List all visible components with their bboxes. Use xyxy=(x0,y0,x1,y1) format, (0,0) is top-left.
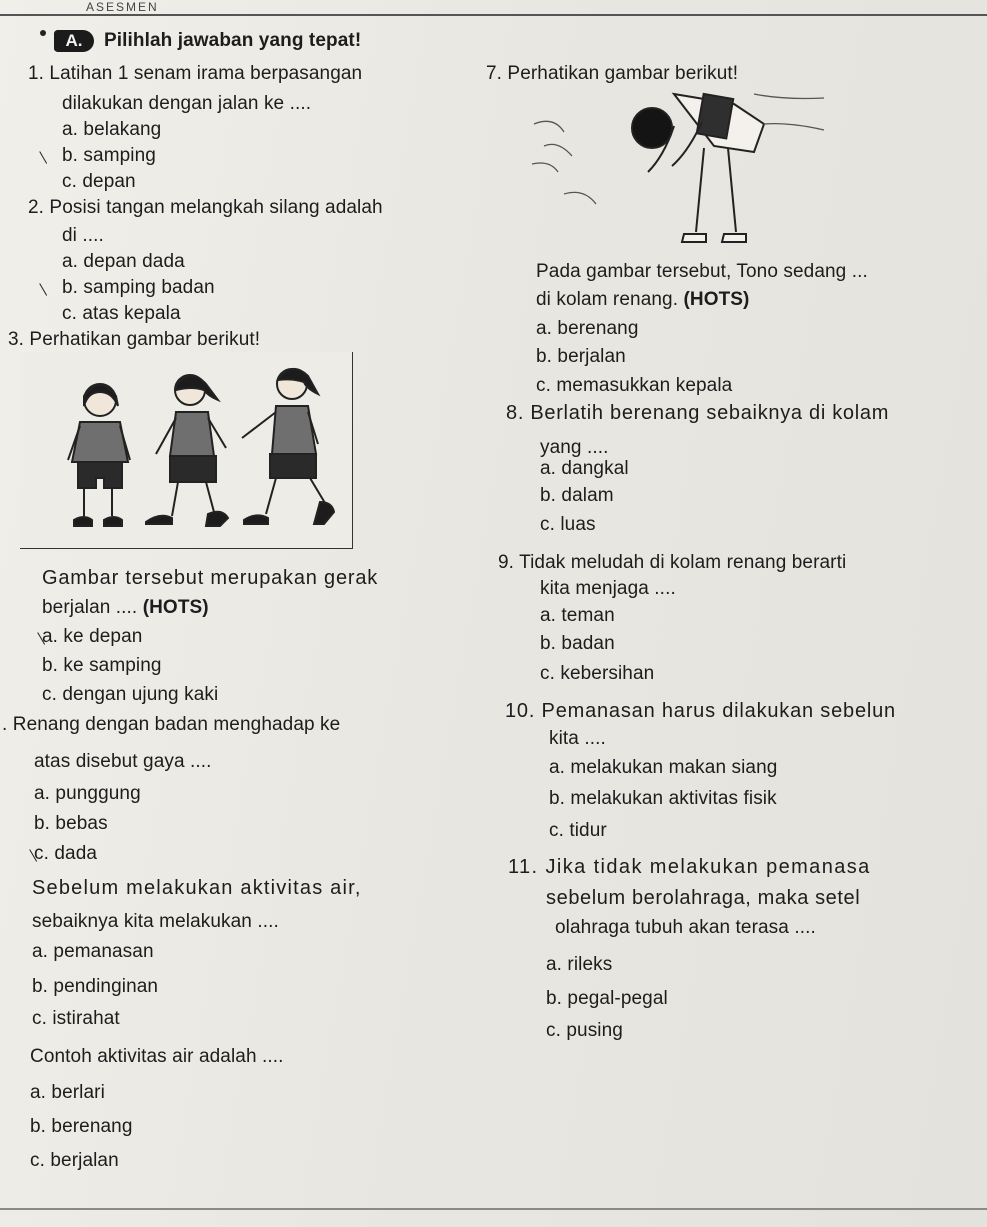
section-badge: A. xyxy=(54,30,94,52)
q11-option-b[interactable]: b. pegal-pegal xyxy=(546,988,668,1009)
q9-option-a[interactable]: a. teman xyxy=(540,605,615,626)
q5-option-c[interactable]: c. istirahat xyxy=(32,1008,120,1029)
q4-option-a[interactable]: a. punggung xyxy=(34,783,141,804)
q3-option-c[interactable]: c. dengan ujung kaki xyxy=(42,684,219,705)
q8-option-a[interactable]: a. dangkal xyxy=(540,458,629,479)
q6-option-a[interactable]: a. berlari xyxy=(30,1082,105,1103)
q6-option-c[interactable]: c. berjalan xyxy=(30,1150,119,1171)
pencil-mark-icon xyxy=(38,631,50,643)
q9-option-b[interactable]: b. badan xyxy=(540,633,615,654)
q11-text: 11. Jika tidak melakukan pemanasa xyxy=(508,856,871,878)
q5-option-a[interactable]: a. pemanasan xyxy=(32,941,154,962)
q1-text: 1. Latihan 1 senam irama berpasangan xyxy=(28,63,363,84)
q4-option-c[interactable]: c. dada xyxy=(34,843,98,864)
q7-text-cont: Pada gambar tersebut, Tono sedang ... xyxy=(536,261,868,282)
walking-children-illustration xyxy=(20,352,352,548)
q10-option-b[interactable]: b. melakukan aktivitas fisik xyxy=(549,788,777,809)
q11-text-cont2: olahraga tubuh akan terasa .... xyxy=(555,917,816,938)
q9-text: 9. Tidak meludah di kolam renang berarti xyxy=(498,552,847,573)
q11-option-c[interactable]: c. pusing xyxy=(546,1020,623,1041)
q8-text: 8. Berlatih berenang sebaiknya di kolam xyxy=(506,402,890,424)
swimming-pool-figure xyxy=(524,84,834,252)
q6-option-b[interactable]: b. berenang xyxy=(30,1116,133,1137)
q5-text-cont: sebaiknya kita melakukan .... xyxy=(32,911,279,932)
q2-text-cont: di .... xyxy=(62,225,104,246)
q10-text-cont: kita .... xyxy=(549,728,606,749)
hots-label: (HOTS) xyxy=(683,289,750,310)
q8-option-b[interactable]: b. dalam xyxy=(540,485,614,506)
q4-text-cont: atas disebut gaya .... xyxy=(34,751,212,772)
pencil-mark-icon xyxy=(30,848,42,860)
q1-option-a[interactable]: a. belakang xyxy=(62,119,162,140)
hots-label: (HOTS) xyxy=(142,597,209,618)
q3-option-b[interactable]: b. ke samping xyxy=(42,655,162,676)
q7-option-c[interactable]: c. memasukkan kepala xyxy=(536,375,733,396)
page-bottom-edge xyxy=(0,1208,987,1210)
pencil-mark-icon xyxy=(40,150,52,162)
q11-option-a[interactable]: a. rileks xyxy=(546,954,613,975)
q3-option-a[interactable]: a. ke depan xyxy=(42,626,143,647)
section-title: Pilihlah jawaban yang tepat! xyxy=(104,30,362,51)
q2-option-a[interactable]: a. depan dada xyxy=(62,251,185,272)
q8-text-cont: yang .... xyxy=(540,437,609,458)
q1-option-c[interactable]: c. depan xyxy=(62,171,136,192)
q7-text-cont2 xyxy=(536,289,750,311)
q2-option-b[interactable]: b. samping badan xyxy=(62,277,215,298)
q7-prompt: di kolam renang. xyxy=(536,289,684,310)
q3-text-cont2 xyxy=(42,597,209,619)
q9-option-c[interactable]: c. kebersihan xyxy=(540,663,655,684)
q3-prompt: berjalan .... xyxy=(42,597,143,618)
pencil-mark-icon xyxy=(40,282,52,294)
q4-option-b[interactable]: b. bebas xyxy=(34,813,108,834)
q3-text-cont: Gambar tersebut merupakan gerak xyxy=(42,567,379,589)
q7-option-a[interactable]: a. berenang xyxy=(536,318,639,339)
q11-text-cont: sebelum berolahraga, maka setel xyxy=(546,887,861,909)
q6-text: Contoh aktivitas air adalah .... xyxy=(30,1046,284,1067)
q10-option-c[interactable]: c. tidur xyxy=(549,820,607,841)
walking-figure xyxy=(20,352,353,549)
q5-option-b[interactable]: b. pendinginan xyxy=(32,976,159,997)
q9-text-cont: kita menjaga .... xyxy=(540,578,676,599)
q7-option-b[interactable]: b. berjalan xyxy=(536,346,626,367)
q8-option-c[interactable]: c. luas xyxy=(540,514,596,535)
boy-in-pool-illustration xyxy=(524,84,834,252)
q10-text: 10. Pemanasan harus dilakukan sebelun xyxy=(505,700,896,722)
q7-text: 7. Perhatikan gambar berikut! xyxy=(486,63,739,84)
bullet-dot xyxy=(40,30,46,36)
q4-text: . Renang dengan badan menghadap ke xyxy=(2,714,341,735)
q2-text: 2. Posisi tangan melangkah silang adalah xyxy=(28,197,383,218)
q3-text: 3. Perhatikan gambar berikut! xyxy=(8,329,261,350)
q5-text: Sebelum melakukan aktivitas air, xyxy=(32,877,362,899)
header-scribble: ASESMEN xyxy=(86,0,159,14)
q10-option-a[interactable]: a. melakukan makan siang xyxy=(549,757,778,778)
q2-option-c[interactable]: c. atas kepala xyxy=(62,303,181,324)
q1-text-cont: dilakukan dengan jalan ke .... xyxy=(62,93,312,114)
q1-option-b[interactable]: b. samping xyxy=(62,145,156,166)
